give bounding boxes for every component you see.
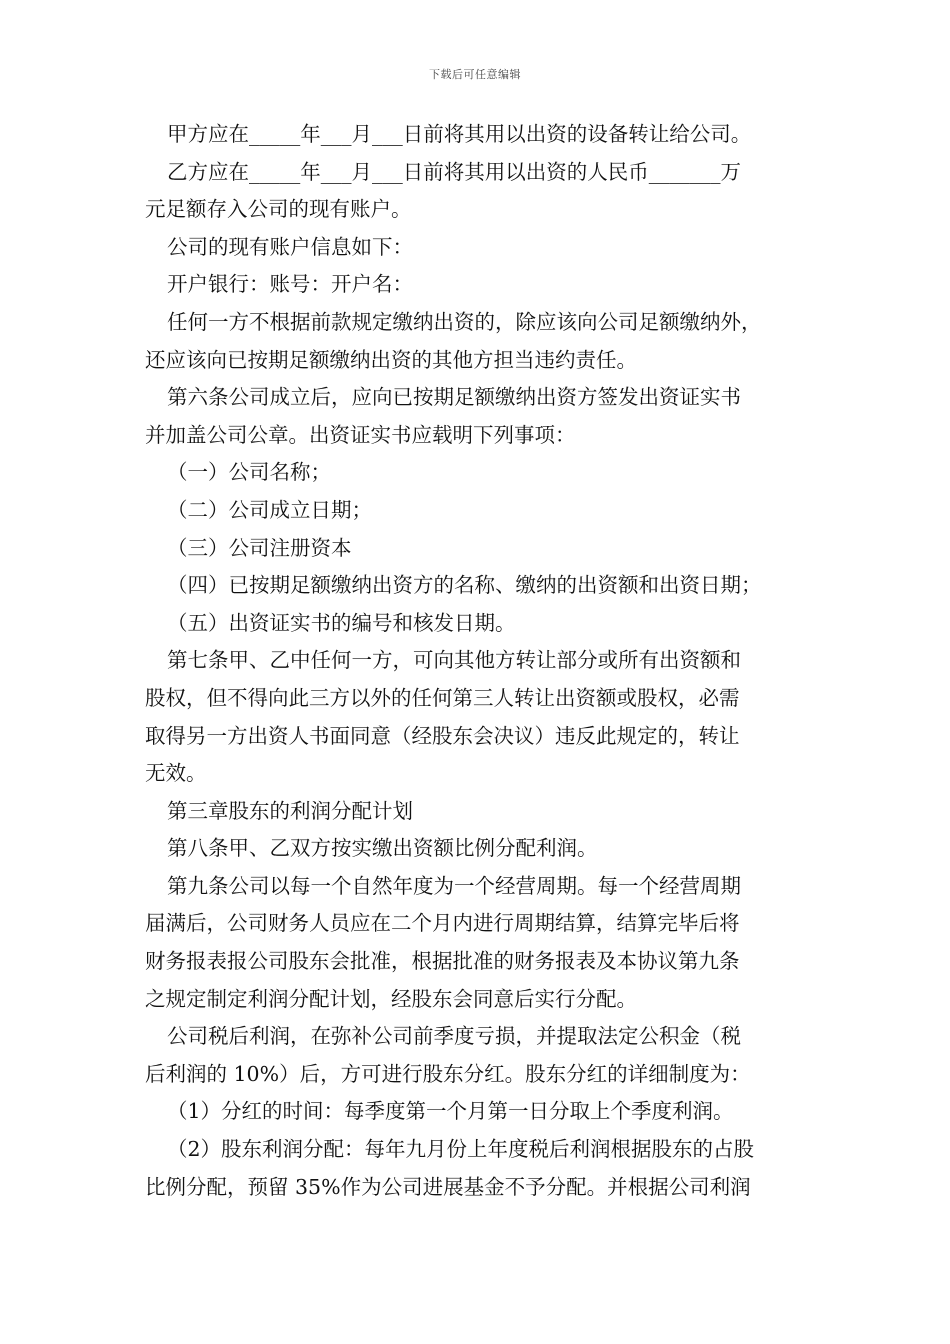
paragraph-line: 无效。 bbox=[145, 761, 207, 786]
list-item: （三）公司注册资本 bbox=[167, 535, 352, 560]
list-item: （2）股东利润分配：每年九月份上年度税后利润根据股东的占股 bbox=[167, 1137, 755, 1162]
list-item: （一）公司名称； bbox=[167, 460, 331, 485]
paragraph-line: 甲方应在_____年___月___日前将其用以出资的设备转让给公司。 bbox=[167, 122, 752, 146]
section-heading: 第三章股东的利润分配计划 bbox=[167, 798, 413, 823]
paragraph-line: 公司的现有账户信息如下： bbox=[167, 234, 413, 259]
list-item: （1）分红的时间：每季度第一个月第一日分取上个季度利润。 bbox=[167, 1099, 734, 1124]
paragraph-line: 第八条甲、乙双方按实缴出资额比例分配利润。 bbox=[167, 836, 598, 861]
paragraph-line: 公司税后利润，在弥补公司前季度亏损，并提取法定公积金（税 bbox=[167, 1024, 741, 1049]
paragraph-line: 第七条甲、乙中任何一方，可向其他方转让部分或所有出资额和 bbox=[167, 648, 741, 673]
paragraph-line: 财务报表报公司股东会批准，根据批准的财务报表及本协议第九条 bbox=[145, 949, 740, 974]
page-header: 下载后可任意编辑 bbox=[429, 68, 521, 81]
paragraph-line: 第六条公司成立后，应向已按期足额缴纳出资方签发出资证实书 bbox=[167, 385, 741, 410]
paragraph-line: 之规定制定利润分配计划，经股东会同意后实行分配。 bbox=[145, 986, 637, 1011]
document-body bbox=[145, 116, 810, 1206]
list-item: （二）公司成立日期； bbox=[167, 497, 372, 522]
paragraph-line: 并加盖公司公章。出资证实书应载明下列事项： bbox=[145, 422, 576, 447]
paragraph-line: 元足额存入公司的现有账户。 bbox=[145, 197, 412, 222]
paragraph-line: 第九条公司以每一个自然年度为一个经营周期。每一个经营周期 bbox=[167, 873, 741, 898]
paragraph-line: 还应该向已按期足额缴纳出资的其他方担当违约责任。 bbox=[145, 347, 637, 372]
paragraph-line: 乙方应在_____年___月___日前将其用以出资的人民币_______万 bbox=[167, 159, 741, 184]
paragraph-line: 开户银行：账号：开户名： bbox=[167, 272, 413, 297]
paragraph-line: 股权，但不得向此三方以外的任何第三人转让出资额或股权，必需 bbox=[145, 685, 740, 710]
paragraph-line: 届满后，公司财务人员应在二个月内进行周期结算，结算完毕后将 bbox=[145, 911, 740, 936]
list-item: （四）已按期足额缴纳出资方的名称、缴纳的出资额和出资日期； bbox=[167, 573, 762, 598]
list-item: （五）出资证实书的编号和核发日期。 bbox=[167, 610, 516, 635]
paragraph-line: 比例分配，预留 35%作为公司进展基金不予分配。并根据公司利润 bbox=[145, 1174, 751, 1199]
paragraph-line: 后利润的 10%）后，方可进行股东分红。股东分红的详细制度为： bbox=[145, 1061, 751, 1086]
paragraph-line: 取得另一方出资人书面同意（经股东会决议）违反此规定的，转让 bbox=[145, 723, 740, 748]
paragraph-line: 任何一方不根据前款规定缴纳出资的，除应该向公司足额缴纳外， bbox=[167, 309, 762, 334]
